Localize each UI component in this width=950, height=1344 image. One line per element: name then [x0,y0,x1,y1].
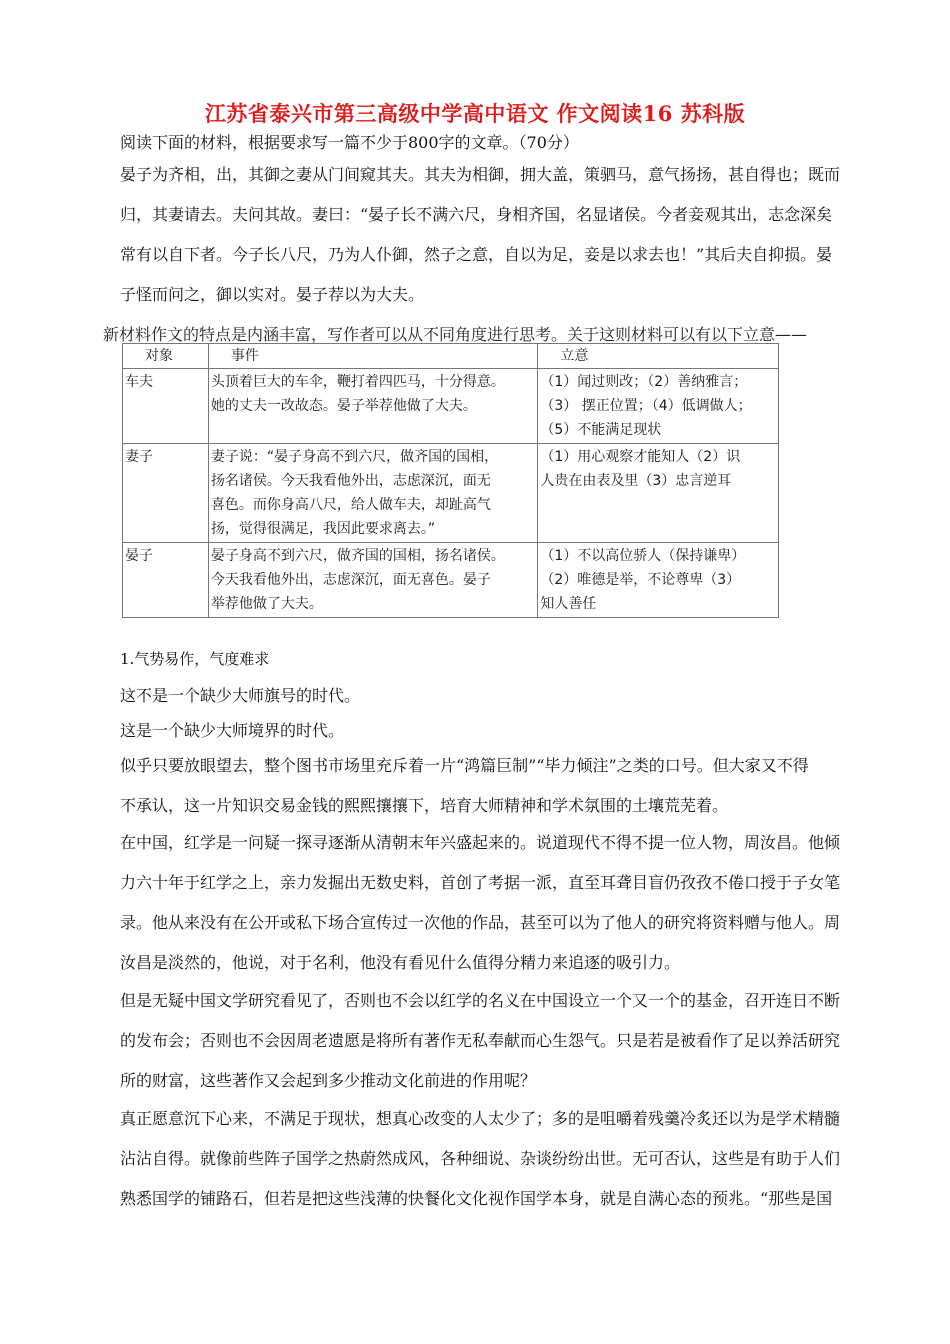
essay-line: 沾沾自得。就像前些阵子国学之热蔚然成风，各种细说、杂谈纷纷出世。无可否认，这些是有助于人们 [120,1149,841,1168]
analysis-table [122,343,779,618]
table-row [123,369,779,444]
table-row [123,444,779,543]
essay-line: 的发布会；否则也不会因周老遗愿是将所有著作无私奉献而心生怨气。只是若是被看作了足以养活研究 [120,1031,841,1050]
cell-subject: 妻子 [123,444,209,543]
cell-event [208,444,537,543]
cell-line: 扬，觉得很满足，我因此要求离去。” [210,521,436,537]
cell-theme [538,444,779,543]
essay-line: 但是无疑中国文学研究看见了，否则也不会以红学的名义在中国设立一个又一个的基金，召开连日不断 [120,991,841,1010]
essay-line: 真正愿意沉下心来，不满足于现状，想真心改变的人太少了；多的是咀嚼着残羹冷炙还以为是学术精髓 [120,1109,841,1128]
header-subject: 对象 [123,344,209,369]
cell-line: 今天我看他外出，志虑深沉，面无喜色。晏子 [210,572,491,588]
cell-line: （2）唯德是举，不论尊卑（3） [540,572,741,588]
cell-line: （1）用心观察才能知人（2）识 [540,449,741,465]
cell-line: （3） 摆正位置；（4）低调做人； [540,398,752,414]
cell-line: 晏子身高不到六尺，做齐国的国相，扬名诸侯。 [210,548,505,564]
cell-event [208,369,537,444]
essay-line: 汝昌是淡然的，他说，对于名利，他没有看见什么值得分精力来追逐的吸引力。 [120,953,681,972]
cell-line: 头顶着巨大的车伞，鞭打着四匹马，十分得意。 [210,374,505,390]
header-event: 事件 [208,344,537,369]
essay-line: 所的财富，这些著作又会起到多少推动文化前进的作用呢？ [120,1071,537,1090]
cell-line: 喜色。而你身高八尺，给人做车夫，却趾高气 [210,497,491,513]
cell-line: 扬名诸侯。今天我看他外出，志虑深沉，面无 [210,473,491,489]
cell-theme [538,543,779,618]
table-intro: 新材料作文的特点是内涵丰富，写作者可以从不同角度进行思考。关于这则材料可以有以下立意—— [103,325,808,344]
cell-line: （1）不以高位骄人（保持谦卑） [540,548,746,564]
cell-line: （5）不能满足现状 [540,422,662,438]
cell-line: 人贵在由表及里（3）忠言逆耳 [540,473,732,489]
cell-line: 她的丈夫一改故态。晏子举荐他做了大夫。 [210,398,477,414]
cell-line: 举荐他做了大夫。 [210,596,323,612]
essay-line: 这不是一个缺少大师旗号的时代。 [120,686,361,705]
table-header-row [123,344,779,369]
essay-line: 力六十年于红学之上，亲力发掘出无数史料，首创了考据一派，直至耳聋目盲仍孜孜不倦口授于子女笔 [120,873,841,892]
essay-line: 在中国，红学是一问疑一探寻逐渐从清朝末年兴盛起来的。说道现代不得不提一位人物，周汝昌。他倾 [120,833,841,852]
cell-subject: 晏子 [123,543,209,618]
header-theme: 立意 [538,344,779,369]
cell-line: （1）闻过则改；（2）善纳雅言； [540,374,748,390]
essay-line: 录。他从来没有在公开或私下场合宣传过一次他的作品，甚至可以为了他人的研究将资料赠与他人。周 [120,913,841,932]
cell-line: 知人善任 [540,596,597,612]
cell-subject: 车夫 [123,369,209,444]
essay-line: 不承认，这一片知识交易金钱的熙熙攘攘下，培育大师精神和学术氛围的土壤荒芜着。 [120,796,729,815]
essay-line: 似乎只要放眼望去，整个图书市场里充斥着一片“鸿篇巨制”“毕力倾注”之类的口号。但大家又不得 [120,756,809,775]
material-line: 子怪而问之，御以实对。晏子荐以为大夫。 [120,285,425,304]
document-title: 江苏省泰兴市第三高级中学高中语文 作文阅读16 苏科版 [204,101,746,126]
writing-prompt: 阅读下面的材料，根据要求写一篇不少于800字的文章。（70分） [120,133,579,152]
cell-event [208,543,537,618]
material-line: 晏子为齐相，出，其御之妻从门间窥其夫。其夫为相御，拥大盖，策驷马，意气扬扬，甚自得也；既而 [120,165,841,184]
material-line: 归，其妻请去。夫问其故。妻曰：“晏子长不满六尺，身相齐国，名显诸侯。今者妾观其出，志念深矣 [120,205,833,224]
material-line: 常有以自下者。今子长八尺，乃为人仆御，然子之意，自以为足，妾是以求去也！”其后夫自抑损。晏 [120,245,833,264]
cell-theme [538,369,779,444]
essay-heading: 1.气势易作，气度难求 [120,650,270,668]
cell-line: 妻子说：“晏子身高不到六尺，做齐国的国相， [210,449,499,465]
table-row [123,543,779,618]
essay-line: 熟悉国学的铺路石，但若是把这些浅薄的快餐化文化视作国学本身，就是自满心态的预兆。“那些是国 [120,1189,833,1208]
essay-line: 这是一个缺少大师境界的时代。 [120,721,345,740]
